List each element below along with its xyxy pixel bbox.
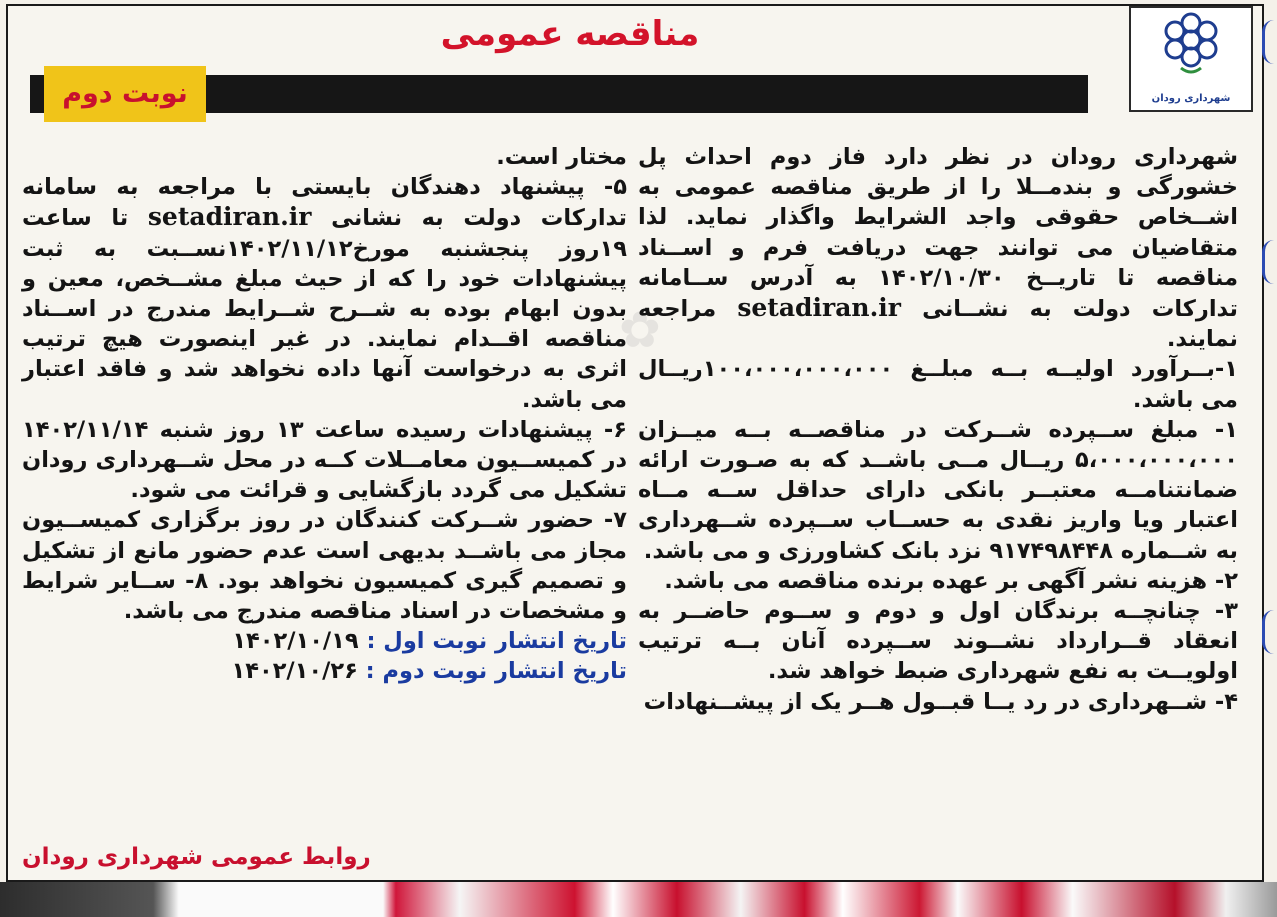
flower-logo-icon <box>1151 10 1231 80</box>
logo-caption: شهرداری رودان <box>1151 93 1231 104</box>
pub2-label: تاریخ انتشار نوبت دوم : <box>365 658 627 685</box>
item-ad-cost: ۲- هزینه نشر آگهی بر عهده برنده مناقصه می باشد. <box>664 567 1238 594</box>
item-submission <box>22 172 627 415</box>
text-column-right <box>638 142 1238 717</box>
intro-paragraph <box>638 142 1238 354</box>
item-winners: ۳- چنانچــه برندگان اول و دوم و ســوم حاضــر به انعقاد قــرارداد نشــوند ســپرده آنان بــه ترتیب اولویــت به نفع شهرداری ضبط خواهد شد. <box>638 598 1238 685</box>
item-attendance: ۷- حضور شــرکت کنندگان در روز برگزاری کمیســیون مجاز می باشــد بدیهی است عدم حضور مانع از تشکیل و تصمیم گیری کمیسیون نخواهد بود. ۸- ســایر شرایط و مشخصات در اسناد مناقصه مندرج می باشد. <box>22 507 627 625</box>
intro-text-end: مراجعه نمایند. <box>638 296 1238 353</box>
edge-mark <box>1262 20 1277 64</box>
intro-text: شهرداری رودان در نظر دارد فاز دوم احداث پل خشورگی و بندمــلا را از طریق مناقصه عمومی به اشــخاص حقوقی واجد الشرایط واگذار نماید. لذا متقاضیان می توانند جهت دریافت فرم و اســناد مناقصه تا تاریــخ ۱۴۰۲/۱۰/۳۰ به آدرس ســامانه تدارکات دولت به نشــانی <box>638 144 1238 323</box>
item-estimate: ۱-بــرآورد اولیــه بــه مبلــغ ۱۰۰،۰۰۰،۰۰۰،۰۰۰ریــال می باشد. <box>638 356 1238 413</box>
municipality-logo <box>1129 6 1253 112</box>
turn-badge: نوبت دوم <box>44 66 206 122</box>
item-deposit: ۱- مبلغ ســپرده شــرکت در مناقصــه بــه میــزان ۵،۰۰۰،۰۰۰،۰۰۰ ریــال مــی باشــد که به صـورت ارائه ضمانتنامــه معتبــر بانکی دارای حداقل ســه مــاه اعتبار ویا واریز نقدی به حســاب ســپرده شــهرداری به شــماره ۹۱۷۴۹۸۴۴۸ نزد بانک کشاورزی و می باشد. <box>638 416 1238 564</box>
pub1-label: تاریخ انتشار نوبت اول : <box>366 628 627 655</box>
page-edge <box>1265 0 1277 882</box>
page-title: مناقصه عمومی <box>440 14 700 54</box>
website-link-2: setadiran.ir <box>147 202 312 232</box>
public-relations-signature: روابط عمومی شهرداری رودان <box>22 844 371 870</box>
bottom-print-strip <box>0 882 1277 917</box>
edge-mark <box>1262 610 1277 654</box>
edge-mark <box>1262 240 1277 284</box>
pub2-value: ۱۴۰۲/۱۰/۲۶ <box>231 658 358 685</box>
text-column-left <box>22 142 627 687</box>
submission-text-end: تا ساعت ۱۹روز پنجشنبه مورخ۱۴۰۲/۱۱/۱۲نســبت به ثبت پیشنهادات خود را که از حیث مبلغ مشــخص، معین و بدون ابهام بوده به شــرح شــرایط مندرج در اســناد مناقصه اقــدام نمایند. در غیر اینصورت هیچ ترتیب اثری به درخواست آنها داده نخواهد شد و فاقد اعتبار می باشد. <box>22 205 627 413</box>
pub1-value: ۱۴۰۲/۱۰/۱۹ <box>232 628 359 655</box>
first-publication-date <box>22 626 627 656</box>
item-reject-end: مختار است. <box>496 144 627 170</box>
submission-text: ۵- پیشنهاد دهندگان بایستی با مراجعه به سامانه تدارکات دولت به نشانی <box>22 174 627 232</box>
item-reject-right: ۴- شــهرداری در رد یــا قبــول هــر یک از پیشــنهادات <box>643 688 1238 715</box>
website-link: setadiran.ir <box>737 293 901 323</box>
item-opening: ۶- پیشنهادات رسیده ساعت ۱۳ روز شنبه ۱۴۰۲/۱۱/۱۴ در کمیســیون معامــلات کــه در محل شــهرداری رودان تشکیل می گردد بازگشایی و قرائت می شود. <box>22 416 627 504</box>
second-publication-date <box>22 656 627 686</box>
